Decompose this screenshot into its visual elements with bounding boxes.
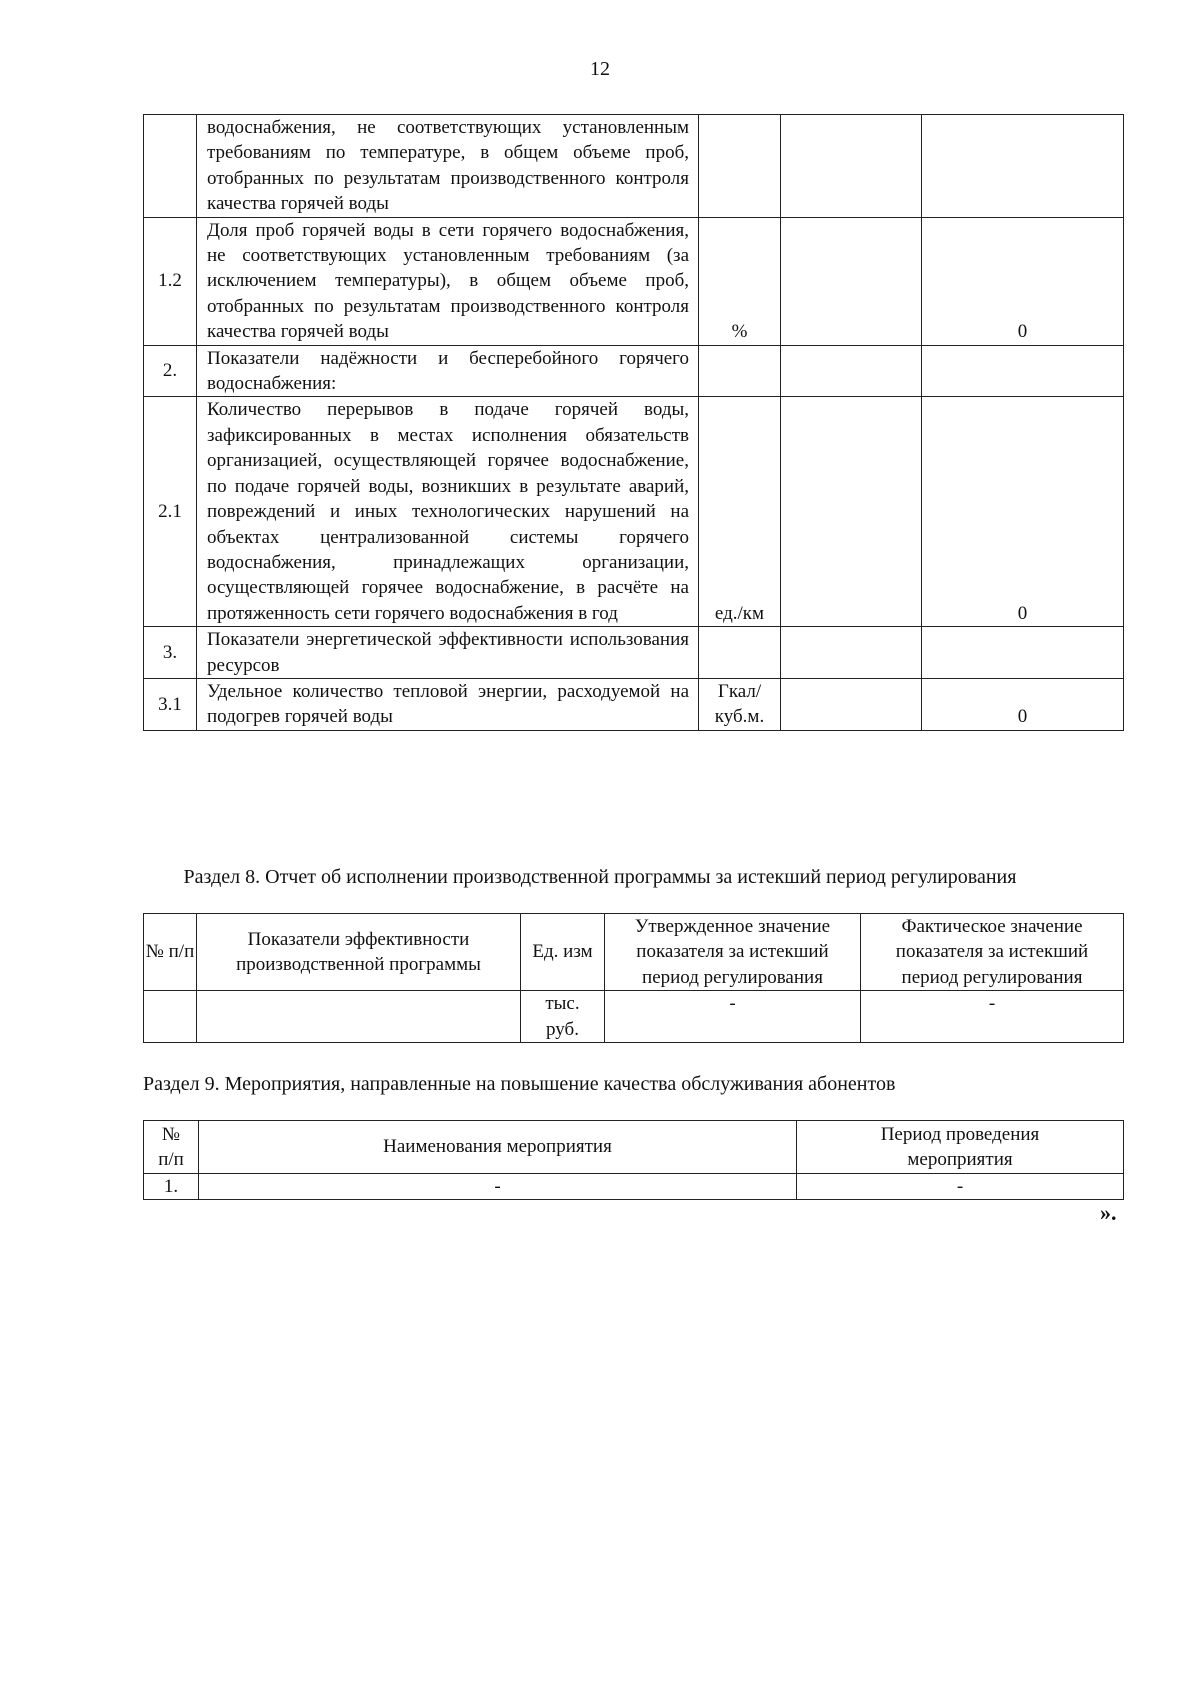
table-row	[144, 627, 1124, 679]
indicator-text: Удельное количество тепловой энергии, расходуемой на подогрев горячей воды	[197, 678, 699, 730]
page-number: 12	[590, 58, 610, 80]
approved-value-header: Утвержденное значение показателя за истекший период регулирования	[605, 914, 861, 991]
num-header: № п/п	[144, 1121, 199, 1174]
actual-value-cell: -	[861, 991, 1124, 1043]
blank-cell	[781, 115, 922, 218]
table-row	[144, 1174, 1124, 1200]
table-row	[144, 678, 1124, 730]
table-row	[144, 345, 1124, 397]
unit-header: Ед. изм	[521, 914, 605, 991]
table-header-row	[144, 1121, 1124, 1174]
blank-cell	[781, 217, 922, 345]
indicator-text: Показатели энергетической эффективности использования ресурсов	[197, 627, 699, 679]
blank-cell	[781, 678, 922, 730]
value-cell: 0	[922, 217, 1124, 345]
event-period-header: Период проведения мероприятия	[797, 1121, 1124, 1174]
unit-cell	[699, 115, 781, 218]
indicator-text: водоснабжения, не соответствующих установленным требованиям по температуре, в общем объеме проб, отобранных по результатам производственного контроля качества горячей воды	[197, 115, 699, 218]
row-number: 2.	[144, 345, 197, 397]
section-8-table	[143, 913, 1124, 1043]
value-cell	[922, 627, 1124, 679]
indicators-header: Показатели эффективности производственной программы	[197, 914, 521, 991]
section-9-caption: Раздел 9. Мероприятия, направленные на повышение качества обслуживания абонентов	[143, 1073, 896, 1095]
row-number: 3.	[144, 627, 197, 679]
unit-cell	[699, 345, 781, 397]
row-number: 1.	[144, 1174, 199, 1200]
table-row	[144, 991, 1124, 1043]
indicator-text: Доля проб горячей воды в сети горячего водоснабжения, не соответствующих установленным требованиям (за исключением температуры), в общем объеме проб, отобранных по результатам производственного контроля качества горячей воды	[197, 217, 699, 345]
value-cell: 0	[922, 397, 1124, 627]
indicator-text: Показатели надёжности и бесперебойного горячего водоснабжения:	[197, 345, 699, 397]
event-name-cell: -	[199, 1174, 797, 1200]
table-header-row	[144, 914, 1124, 991]
section-8-caption: Раздел 8. Отчет об исполнении производственной программы за истекший период регулирования	[183, 866, 1017, 888]
table-row	[144, 397, 1124, 627]
section-9-table	[143, 1120, 1124, 1200]
indicators-table	[143, 114, 1124, 731]
row-number: 3.1	[144, 678, 197, 730]
value-cell	[922, 115, 1124, 218]
blank-cell	[781, 345, 922, 397]
num-header: № п/п	[144, 914, 197, 991]
approved-value-cell: -	[605, 991, 861, 1043]
closing-quote-mark: ».	[1100, 1200, 1117, 1225]
row-number: 1.2	[144, 217, 197, 345]
table-row	[144, 217, 1124, 345]
blank-cell	[781, 397, 922, 627]
actual-value-header: Фактическое значение показателя за истекший период регулирования	[861, 914, 1124, 991]
event-name-header: Наименования мероприятия	[199, 1121, 797, 1174]
value-cell: 0	[922, 678, 1124, 730]
indicator-text: Количество перерывов в подаче горячей воды, зафиксированных в местах исполнения обязательств организацией, осуществляющей горячее водоснабжение, по подаче горячей воды, возникших в результате аварий, повреждений и иных технологических нарушений на объектах централизованной системы горячего водоснабжения, принадлежащих организации, осуществляющей горячее водоснабжение, в расчёте на протяженность сети горячего водоснабжения в год	[197, 397, 699, 627]
unit-cell	[699, 627, 781, 679]
row-number	[144, 115, 197, 218]
unit-cell: тыс. руб.	[521, 991, 605, 1043]
table-row	[144, 115, 1124, 218]
unit-cell: %	[699, 217, 781, 345]
event-period-cell: -	[797, 1174, 1124, 1200]
row-number: 2.1	[144, 397, 197, 627]
unit-cell: ед./км	[699, 397, 781, 627]
indicator-cell	[197, 991, 521, 1043]
unit-cell: Гкал/ куб.м.	[699, 678, 781, 730]
row-number	[144, 991, 197, 1043]
value-cell	[922, 345, 1124, 397]
blank-cell	[781, 627, 922, 679]
